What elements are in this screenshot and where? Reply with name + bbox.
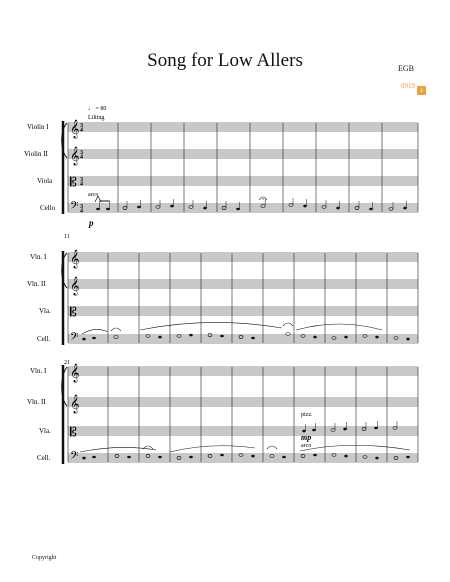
instrument-violin-1: Vln. I [30, 367, 47, 375]
svg-text:arco: arco [88, 192, 99, 198]
treble-clef-icon: 𝄞 [70, 396, 80, 413]
slur [300, 445, 410, 451]
svg-text:4: 4 [80, 208, 83, 215]
instrument-cello: Cello [40, 204, 56, 212]
tempo-expression: Lilting [88, 115, 105, 121]
instrument-viola: Vla. [39, 427, 51, 435]
alto-clef-icon: 𝄡 [70, 175, 77, 189]
composer-name: EGB [398, 64, 414, 73]
svg-text:p: p [89, 218, 94, 228]
system-3-viola-notes [301, 412, 397, 449]
bass-clef-icon: 𝄢 [70, 449, 79, 464]
instrument-cello: Cell. [37, 335, 51, 343]
score-title: Song for Low Allers [147, 50, 303, 71]
svg-text:3: 3 [80, 177, 83, 183]
svg-text:arco: arco [301, 443, 312, 449]
fermata-icon [111, 328, 121, 331]
instrument-violin-2: Vln. II [27, 398, 46, 406]
slur [80, 447, 156, 452]
svg-text:3: 3 [80, 150, 83, 156]
alto-clef-icon: 𝄡 [70, 305, 77, 319]
tempo-marking: ♩ = 80 [88, 106, 107, 112]
fermata-icon [267, 446, 277, 449]
treble-clef-icon: 𝄞 [70, 251, 80, 268]
measure-number: 21 [64, 360, 70, 366]
system-2 [27, 234, 418, 345]
svg-text:3: 3 [80, 123, 83, 129]
alto-clef-icon: 𝄡 [70, 425, 77, 439]
treble-clef-icon: 𝄞 [70, 365, 80, 382]
svg-text:4: 4 [80, 127, 83, 134]
copyright-footer: Copyright [32, 555, 57, 561]
fermata-icon [283, 323, 293, 326]
measure-number: 11 [64, 234, 70, 240]
system-1 [24, 106, 418, 228]
slur [296, 324, 382, 330]
svg-text:pizz.: pizz. [301, 412, 313, 418]
svg-text:4: 4 [80, 181, 83, 188]
treble-clef-icon: 𝄞 [70, 121, 80, 138]
system-3-cello-notes [80, 445, 410, 459]
instrument-cello: Cell. [37, 454, 51, 462]
instrument-viola: Viola [37, 177, 53, 185]
instrument-violin-1: Violin I [27, 123, 49, 131]
instrument-viola: Vla. [39, 307, 51, 315]
system-2-staves [68, 253, 418, 343]
slur [170, 446, 255, 452]
treble-clef-icon: 𝄞 [70, 278, 80, 295]
system-2-cello-notes [82, 322, 410, 340]
catalog-code: 0919 [401, 82, 415, 90]
slur [140, 322, 282, 330]
instrument-violin-2: Violin II [24, 150, 48, 158]
instrument-violin-2: Vln. II [27, 280, 46, 288]
system-2-barlines [68, 253, 418, 343]
svg-text:4: 4 [80, 154, 83, 161]
bass-clef-icon: 𝄢 [70, 199, 79, 214]
slur [82, 329, 108, 334]
system-3 [27, 360, 418, 464]
bass-clef-icon: 𝄢 [70, 330, 79, 345]
time-signatures [80, 123, 83, 215]
svg-text:3: 3 [80, 204, 83, 210]
treble-clef-icon: 𝄞 [70, 148, 80, 165]
music-badge-icon: ♪ [417, 86, 426, 95]
svg-text:mp: mp [301, 433, 312, 442]
system-1-barlines [68, 123, 418, 212]
system-1-staves [68, 123, 418, 212]
instrument-violin-1: Vln. I [30, 253, 47, 261]
